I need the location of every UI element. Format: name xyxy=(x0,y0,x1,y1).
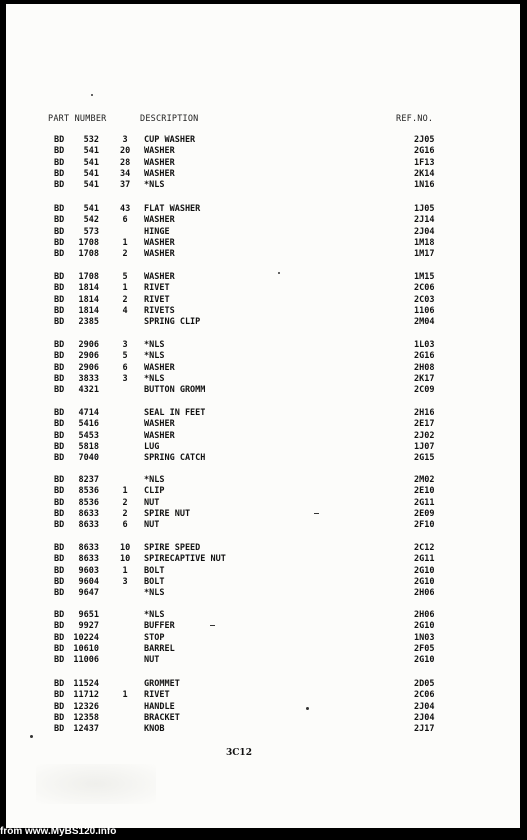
part-description: BRACKET xyxy=(144,712,180,723)
part-number: 11712 xyxy=(73,690,99,701)
part-number: 3833 xyxy=(78,373,99,384)
part-row xyxy=(6,543,520,554)
part-description: NUT xyxy=(144,655,160,666)
part-ref-no: 2C09 xyxy=(414,385,435,396)
part-prefix: BD xyxy=(54,362,65,373)
part-number: 8633 xyxy=(78,554,99,565)
part-number: 532 xyxy=(83,135,99,145)
part-dash-number: 3 xyxy=(122,373,128,384)
paper-speck xyxy=(314,513,319,514)
part-description: SPIRE NUT xyxy=(144,508,191,519)
part-row xyxy=(6,146,520,157)
part-ref-no: 2K17 xyxy=(414,373,435,384)
part-ref-no: 2J05 xyxy=(414,135,435,145)
part-row xyxy=(6,158,520,169)
part-number: 1708 xyxy=(78,237,99,248)
part-prefix: BD xyxy=(54,385,65,396)
part-description: SPRING CLIP xyxy=(144,317,201,328)
part-description: WASHER xyxy=(144,237,175,248)
part-description: WASHER xyxy=(144,249,175,260)
part-number: 1814 xyxy=(78,294,99,305)
part-description: *NLS xyxy=(144,373,165,384)
part-prefix: BD xyxy=(54,215,65,226)
part-row xyxy=(6,442,520,453)
part-ref-no: 2C06 xyxy=(414,690,435,701)
part-row xyxy=(6,655,520,666)
part-ref-no: 2J04 xyxy=(414,701,435,712)
part-description: RIVETS xyxy=(144,305,175,316)
part-row xyxy=(6,577,520,588)
part-row xyxy=(6,566,520,577)
part-prefix: BD xyxy=(54,340,65,350)
part-row xyxy=(6,135,520,146)
paper-speck xyxy=(210,625,215,626)
part-ref-no: 2G10 xyxy=(414,621,435,632)
part-row xyxy=(6,340,520,351)
part-number: 7040 xyxy=(78,453,99,464)
part-prefix: BD xyxy=(54,317,65,328)
part-ref-no: 2J02 xyxy=(414,430,435,441)
part-ref-no: 1J07 xyxy=(414,441,435,452)
part-number: 9647 xyxy=(78,588,99,599)
part-number: 1708 xyxy=(78,272,99,282)
part-dash-number: 3 xyxy=(122,340,128,350)
part-dash-number: 43 xyxy=(120,204,131,214)
part-description: WASHER xyxy=(144,168,175,179)
part-description: *NLS xyxy=(144,610,165,620)
part-number: 12437 xyxy=(73,724,99,735)
part-number: 541 xyxy=(83,157,99,168)
part-prefix: BD xyxy=(54,237,65,248)
part-row xyxy=(6,588,520,599)
part-prefix: BD xyxy=(54,565,65,576)
part-row xyxy=(6,408,520,419)
part-row xyxy=(6,419,520,430)
part-number: 541 xyxy=(83,204,99,214)
part-prefix: BD xyxy=(54,453,65,464)
part-prefix: BD xyxy=(54,204,65,214)
part-row xyxy=(6,215,520,226)
part-number: 5453 xyxy=(78,430,99,441)
part-row xyxy=(6,520,520,531)
part-description: NUT xyxy=(144,520,160,531)
part-row xyxy=(6,690,520,701)
part-number: 12358 xyxy=(73,712,99,723)
part-description: BOLT xyxy=(144,576,165,587)
part-ref-no: 1L03 xyxy=(414,340,435,350)
part-ref-no: 2C03 xyxy=(414,294,435,305)
part-description: CUP WASHER xyxy=(144,135,196,145)
watermark-text: from www.MyBS120.info xyxy=(0,826,117,837)
part-description: WASHER xyxy=(144,362,175,373)
part-ref-no: 2G16 xyxy=(414,351,435,362)
part-ref-no: 1M15 xyxy=(414,272,435,282)
part-number: 573 xyxy=(83,226,99,237)
part-prefix: BD xyxy=(54,576,65,587)
part-description: *NLS xyxy=(144,340,165,350)
part-dash-number: 10 xyxy=(120,543,131,553)
part-prefix: BD xyxy=(54,408,65,418)
part-number: 4321 xyxy=(78,385,99,396)
part-dash-number: 1 xyxy=(122,690,128,701)
part-row xyxy=(6,204,520,215)
part-description: WASHER xyxy=(144,157,175,168)
part-description: *NLS xyxy=(144,351,165,362)
part-ref-no: 2F10 xyxy=(414,520,435,531)
paper-stain xyxy=(36,764,156,804)
part-prefix: BD xyxy=(54,520,65,531)
part-ref-no: 1M17 xyxy=(414,249,435,260)
part-ref-no: 2H06 xyxy=(414,588,435,599)
part-dash-number: 37 xyxy=(120,180,131,191)
part-ref-no: 2M04 xyxy=(414,317,435,328)
part-number: 9604 xyxy=(78,576,99,587)
part-number: 8237 xyxy=(78,475,99,485)
part-dash-number: 34 xyxy=(120,168,131,179)
part-ref-no: 2G10 xyxy=(414,565,435,576)
part-prefix: BD xyxy=(54,157,65,168)
description-header: DESCRIPTION xyxy=(140,114,199,124)
part-ref-no: 2G10 xyxy=(414,576,435,587)
part-ref-no: 2C06 xyxy=(414,283,435,294)
part-row xyxy=(6,554,520,565)
part-prefix: BD xyxy=(54,543,65,553)
part-ref-no: 2G11 xyxy=(414,497,435,508)
part-dash-number: 3 xyxy=(122,576,128,587)
part-description: FLAT WASHER xyxy=(144,204,201,214)
part-ref-no: 2H08 xyxy=(414,362,435,373)
paper-speck xyxy=(91,94,93,96)
part-ref-no: 2J17 xyxy=(414,724,435,735)
part-row xyxy=(6,644,520,655)
part-prefix: BD xyxy=(54,632,65,643)
part-description: SPRING CATCH xyxy=(144,453,206,464)
part-dash-number: 6 xyxy=(122,362,128,373)
part-dash-number: 4 xyxy=(122,305,128,316)
part-prefix: BD xyxy=(54,373,65,384)
part-prefix: BD xyxy=(54,643,65,654)
part-dash-number: 3 xyxy=(122,135,128,145)
part-ref-no: 1F13 xyxy=(414,157,435,168)
part-dash-number: 2 xyxy=(122,508,128,519)
part-row xyxy=(6,363,520,374)
part-row xyxy=(6,317,520,328)
part-row xyxy=(6,713,520,724)
part-row xyxy=(6,475,520,486)
part-ref-no: 2F05 xyxy=(414,643,435,654)
part-description: WASHER xyxy=(144,146,175,157)
part-number: 2385 xyxy=(78,317,99,328)
part-description: GROMMET xyxy=(144,679,180,689)
part-description: *NLS xyxy=(144,588,165,599)
part-row xyxy=(6,633,520,644)
part-prefix: BD xyxy=(54,249,65,260)
part-ref-no: 2J14 xyxy=(414,215,435,226)
part-number: 1814 xyxy=(78,305,99,316)
part-row xyxy=(6,180,520,191)
part-dash-number: 20 xyxy=(120,146,131,157)
part-number: 8536 xyxy=(78,486,99,497)
part-description: RIVET xyxy=(144,294,170,305)
part-prefix: BD xyxy=(54,351,65,362)
part-ref-no: 2G11 xyxy=(414,554,435,565)
part-number: 11524 xyxy=(73,679,99,689)
part-number: 9927 xyxy=(78,621,99,632)
part-prefix: BD xyxy=(54,441,65,452)
part-ref-no: 1N03 xyxy=(414,632,435,643)
part-row xyxy=(6,610,520,621)
part-number: 12326 xyxy=(73,701,99,712)
part-row xyxy=(6,169,520,180)
part-number: 2906 xyxy=(78,362,99,373)
part-ref-no: 2J04 xyxy=(414,226,435,237)
part-description: CLIP xyxy=(144,486,165,497)
paper-speck xyxy=(278,272,280,274)
part-row xyxy=(6,249,520,260)
part-prefix: BD xyxy=(54,621,65,632)
paper-speck xyxy=(306,707,309,710)
part-dash-number: 6 xyxy=(122,520,128,531)
part-prefix: BD xyxy=(54,294,65,305)
part-description: WASHER xyxy=(144,430,175,441)
part-prefix: BD xyxy=(54,486,65,497)
part-ref-no: 2C12 xyxy=(414,543,435,553)
part-description: BUFFER xyxy=(144,621,175,632)
part-prefix: BD xyxy=(54,419,65,430)
part-description: HANDLE xyxy=(144,701,175,712)
part-ref-no: 1N16 xyxy=(414,180,435,191)
paper-speck xyxy=(30,735,33,738)
part-number: 5818 xyxy=(78,441,99,452)
part-prefix: BD xyxy=(54,272,65,282)
part-ref-no: 2K14 xyxy=(414,168,435,179)
part-prefix: BD xyxy=(54,475,65,485)
part-ref-no: 2D05 xyxy=(414,679,435,689)
part-prefix: BD xyxy=(54,508,65,519)
part-description: BUTTON GROMM xyxy=(144,385,206,396)
part-row xyxy=(6,679,520,690)
part-prefix: BD xyxy=(54,180,65,191)
part-number: 10224 xyxy=(73,632,99,643)
part-dash-number: 2 xyxy=(122,294,128,305)
part-description: BOLT xyxy=(144,565,165,576)
part-number: 8633 xyxy=(78,508,99,519)
part-row xyxy=(6,621,520,632)
part-prefix: BD xyxy=(54,226,65,237)
part-ref-no: 2H16 xyxy=(414,408,435,418)
part-dash-number: 1 xyxy=(122,237,128,248)
part-ref-no: 1M18 xyxy=(414,237,435,248)
part-description: SEAL IN FEET xyxy=(144,408,206,418)
part-description: NUT xyxy=(144,497,160,508)
part-number: 9603 xyxy=(78,565,99,576)
part-row xyxy=(6,295,520,306)
part-dash-number: 1 xyxy=(122,283,128,294)
part-prefix: BD xyxy=(54,679,65,689)
part-row xyxy=(6,453,520,464)
part-number: 541 xyxy=(83,168,99,179)
part-number: 2906 xyxy=(78,351,99,362)
part-number: 8633 xyxy=(78,543,99,553)
part-row xyxy=(6,498,520,509)
part-row xyxy=(6,227,520,238)
part-row xyxy=(6,306,520,317)
part-row xyxy=(6,724,520,735)
part-ref-no: 2G10 xyxy=(414,655,435,666)
part-prefix: BD xyxy=(54,690,65,701)
part-prefix: BD xyxy=(54,554,65,565)
part-number: 8536 xyxy=(78,497,99,508)
part-number: 541 xyxy=(83,146,99,157)
part-prefix: BD xyxy=(54,655,65,666)
document-page xyxy=(6,4,520,828)
part-ref-no: 1106 xyxy=(414,305,435,316)
part-ref-no: 2H06 xyxy=(414,610,435,620)
part-prefix: BD xyxy=(54,701,65,712)
part-number: 1708 xyxy=(78,249,99,260)
part-description: WASHER xyxy=(144,215,175,226)
part-description: WASHER xyxy=(144,419,175,430)
part-ref-no: 2M02 xyxy=(414,475,435,485)
part-description: *NLS xyxy=(144,475,165,485)
part-row xyxy=(6,702,520,713)
part-description: RIVET xyxy=(144,690,170,701)
page-code: 3C12 xyxy=(226,748,252,758)
part-row xyxy=(6,238,520,249)
part-row xyxy=(6,272,520,283)
part-ref-no: 2G16 xyxy=(414,146,435,157)
part-prefix: BD xyxy=(54,497,65,508)
part-prefix: BD xyxy=(54,168,65,179)
ref-no-header: REF.NO. xyxy=(396,114,434,124)
part-dash-number: 2 xyxy=(122,497,128,508)
part-dash-number: 2 xyxy=(122,249,128,260)
part-prefix: BD xyxy=(54,724,65,735)
part-row xyxy=(6,283,520,294)
part-number-header: PART NUMBER xyxy=(48,114,107,124)
part-prefix: BD xyxy=(54,305,65,316)
part-ref-no: 2J04 xyxy=(414,712,435,723)
part-number: 542 xyxy=(83,215,99,226)
part-prefix: BD xyxy=(54,146,65,157)
part-row xyxy=(6,486,520,497)
part-row xyxy=(6,374,520,385)
part-number: 8633 xyxy=(78,520,99,531)
part-prefix: BD xyxy=(54,610,65,620)
part-dash-number: 28 xyxy=(120,157,131,168)
part-dash-number: 6 xyxy=(122,215,128,226)
part-number: 5416 xyxy=(78,419,99,430)
part-dash-number: 5 xyxy=(122,351,128,362)
part-number: 10610 xyxy=(73,643,99,654)
part-row xyxy=(6,385,520,396)
part-description: BARREL xyxy=(144,643,175,654)
part-number: 2906 xyxy=(78,340,99,350)
part-description: SPIRE SPEED xyxy=(144,543,201,553)
part-row xyxy=(6,351,520,362)
part-description: STOP xyxy=(144,632,165,643)
part-ref-no: 2E17 xyxy=(414,419,435,430)
part-description: LUG xyxy=(144,441,160,452)
part-ref-no: 2E09 xyxy=(414,508,435,519)
part-ref-no: 2G15 xyxy=(414,453,435,464)
part-ref-no: 2E10 xyxy=(414,486,435,497)
part-row xyxy=(6,509,520,520)
part-dash-number: 1 xyxy=(122,486,128,497)
part-description: WASHER xyxy=(144,272,175,282)
part-prefix: BD xyxy=(54,135,65,145)
part-prefix: BD xyxy=(54,712,65,723)
part-number: 9651 xyxy=(78,610,99,620)
part-number: 1814 xyxy=(78,283,99,294)
part-dash-number: 5 xyxy=(122,272,128,282)
part-ref-no: 1J05 xyxy=(414,204,435,214)
part-number: 4714 xyxy=(78,408,99,418)
part-description: HINGE xyxy=(144,226,170,237)
part-description: KNOB xyxy=(144,724,165,735)
part-description: SPIRECAPTIVE NUT xyxy=(144,554,226,565)
part-row xyxy=(6,431,520,442)
part-prefix: BD xyxy=(54,430,65,441)
part-dash-number: 10 xyxy=(120,554,131,565)
part-dash-number: 1 xyxy=(122,565,128,576)
part-description: RIVET xyxy=(144,283,170,294)
part-description: *NLS xyxy=(144,180,165,191)
part-prefix: BD xyxy=(54,283,65,294)
part-number: 541 xyxy=(83,180,99,191)
part-number: 11006 xyxy=(73,655,99,666)
part-prefix: BD xyxy=(54,588,65,599)
